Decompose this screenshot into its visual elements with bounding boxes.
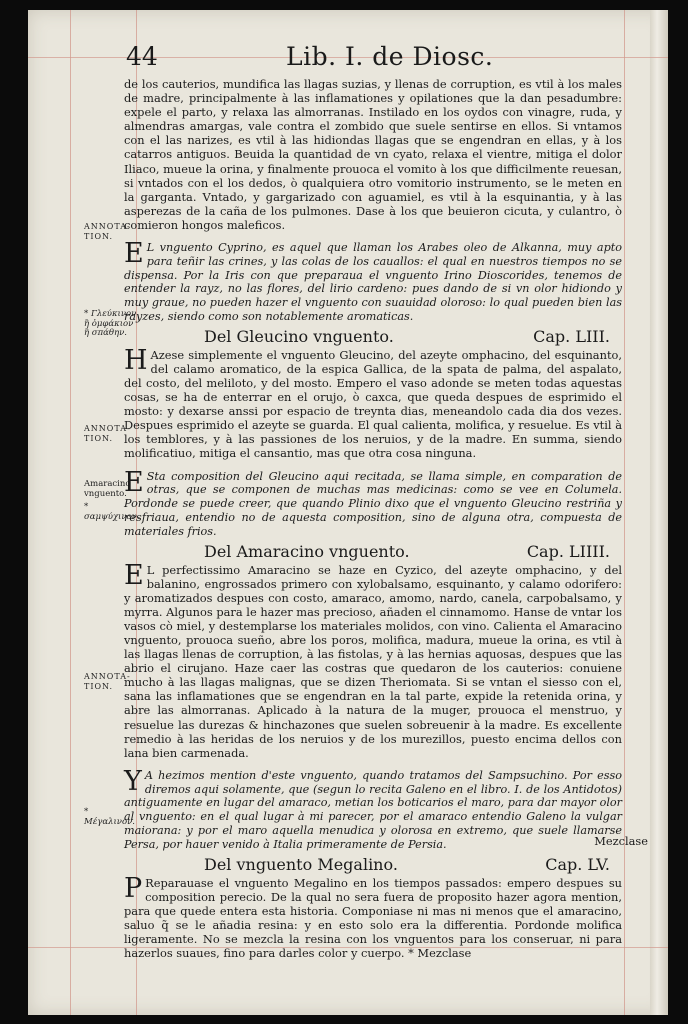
main-text	[124, 77, 622, 960]
page-number: 44	[126, 42, 158, 71]
chapter-title: Del Gleucino vnguento.	[204, 326, 394, 346]
paragraph: de los cauterios, mundifica las llagas suzias, y llenas de corruption, es vtil à los males de madre, principalmente à las inflamationes y opilationes que la dan pesadumbre: expele el parto, y relaxa las almorranas. Instilado en los oydos con vinagre, ruda, y almendras amargas, vale contra el zombido que suele sentirse en ellos. Si vntamos con el las narizes, es vtil à las hidiondas llagas que se engendran en ellas, y à los catarros antiguos. Beuida la quantidad de vn cyato, relaxa el vientre, mitiga el dolor Iliaco, mueue la orina, y finalmente prouoca el vomito à los que difficilmente reuesan, si vntados con el los dedos, ò qualquiera otro vomitorio instrumento, se le meten en la garganta. Vntado, y gargarizado con aguamiel, es vtil à la esquinantia, y à las asperezas de la caña de los pulmones. Dase à los que beuieron cicuta, y culantro, ò comieron hongos maleficos.	[124, 77, 622, 232]
chapter-heading	[204, 542, 610, 561]
page-header	[126, 42, 596, 76]
annotation-text: Sta composition del Gleucino aqui recitada, se llama simple, en comparation de otras, que se componen de muchas mas medicinas: como se vee en Columela. Pordonde se puede creer, que quando Plinio dixo que el vnguento Gleucino restriña y resfriaua, entendio no de aquesta composition, sino de alguna otra, compuesta de materiales frios.	[124, 469, 622, 538]
margin-note-annotation: ANNOTA-TION.	[84, 222, 131, 241]
paragraph-text: Reparauase el vnguento Megalino en los tiempos passados: empero despues su composition perecio. De la qual no sera fuera de proposito hazer agora mention, para que quede entera esta historia. Componiase ni mas ni menos que el amaracino, saluo q̃ se le añadia resina: y en esto solo era la differentia. Pordonde molifica ligeramente. No se mezcla la resina con los vnguentos para los conseruar, ni para hazerlos suaues, fino para darles color y cuerpo. * Mezclase	[124, 875, 622, 961]
paragraph	[124, 559, 622, 760]
paragraph-text: Azese simplemente el vnguento Gleucino, del azeyte omphacino, del esquinanto, del calamo aromatico, de la espica Gallica, de la spata de palma, del aspalato, del costo, del meliloto, y del mosto. Empero el vaso adonde se meten todas aquestas cosas, se ha de enterrar en el orujo, ò caxca, que queda despues de esprimido el mosto: y dexarse anssi por espacio de treynta dias, meneandolo cada dia dos vezes. Despues esprimido el azeyte se guarda. El qual calienta, molifica, y resuelue. Es vtil à los temblores, y à las passiones de los neruios, y de la madre. En summa, siendo molificatiuo, mitiga el cansantio, mas que otra cosa ninguna.	[124, 347, 622, 461]
margin-note-annotation: ANNOTA-TION.	[84, 672, 131, 691]
margin-note-annotation: ANNOTA-TION.	[84, 424, 131, 443]
annotation-paragraph	[124, 765, 622, 852]
drop-cap: E	[124, 238, 144, 270]
margin-note-amaracino: Amaracino vnguento.	[84, 479, 131, 499]
chapter-heading	[204, 855, 610, 874]
margin-note-greek: * Γλεύκινον ἢ ὀμφάκιον ἢ σπάθην.	[84, 309, 137, 338]
catchword: Mezclase	[594, 834, 648, 848]
chapter-title: Del Amaracino vnguento.	[204, 541, 410, 561]
annotation-paragraph	[124, 238, 622, 324]
paragraph	[124, 344, 622, 461]
page-gutter-fold	[650, 10, 668, 1015]
paragraph-text: L perfectissimo Amaracino se haze en Cyzico, del azeyte omphacino, y del balanino, engrossados primero con xylobalsamo, esquinanto, y calamo odorifero: y aromatizados despues con costo, amaraco, amomo, nardo, canela, carpobalsamo, y myrra. Algunos para le hazer mas precioso, añaden el cinnamomo. Hanse de vntar los vasos cò miel, y destemplarse los materiales molidos, con vino. Calienta el Amaracino vnguento, prouoca sueño, abre los poros, molifica, madura, mueue la orina, es vtil à las llagas llenas de corruption, à las fistolas, y à las hernias aquosas, despues que las abrio el cirujano. Haze caer las costras que quedaron de los cauterios: conuiene mucho à las llagas malignas, que se dizen Theriomata. Si se vntan el siesso con el, sana las inflamationes que se engendran en la tal parte, expide la retenida orina, y abre las almorranas. Aplicado à la natura de la muger, prouoca el menstruo, y resuelue las durezas & hinchazones que suelen sobreuenir à la madre. Es excellente remedio à las heridas de los neruios y de los murezillos, puesto encima dellos con lana bien carmenada.	[124, 562, 622, 760]
drop-cap: P	[124, 872, 143, 904]
chapter-number: Cap. LIIII.	[526, 541, 610, 561]
annotation-text: A hezimos mention d'este vnguento, quando tratamos del Sampsuchino. Por esso diremos aqui solamente, que (segun lo recita Galeno en el libro. I. de los Antidotos) antiguamente en lugar del amaraco, metian los boticarios el maro, para dar mayor olor al vnguento: en el qual lugar à mi parecer, por el amaraco entendio Galeno la vulgar maiorana: y por el maro aquella menudica y olorosa en extremo, que suele llamarse Persa, por hauer venido à Italia primeramente de Persia.	[124, 768, 622, 851]
drop-cap: Y	[124, 765, 142, 797]
chapter-number: Cap. LV.	[545, 854, 610, 874]
chapter-number: Cap. LIII.	[533, 326, 610, 346]
annotation-text: L vnguento Cyprino, es aquel que llaman los Arabes oleo de Alkanna, muy apto para teñir las crines, y las colas de los cauallos: el qual en nuestros tiempos no se dispensa. Por la Iris con que preparaua el vnguento Irino Dioscorides, tenemos de entender la rayz, no las flores, del lirio cardeno: pues dando de si vn olor hidiondo y muy graue, no pueden hazer el vnguento con suauidad oloroso: lo qual pueden bien las rayzes, siendo como son notablemente aromaticas.	[124, 241, 622, 324]
drop-cap: E	[124, 466, 144, 498]
annotation-paragraph	[124, 466, 622, 539]
margin-rule	[624, 10, 625, 1015]
drop-cap: E	[124, 559, 144, 591]
running-head: Lib. I. de Diosc.	[286, 42, 494, 71]
chapter-title: Del vnguento Megalino.	[204, 854, 398, 874]
margin-note-greek: * σαμψύχινον.	[84, 502, 140, 522]
margin-note-greek: * Μέγαλινον.	[84, 807, 135, 827]
margin-rule	[70, 10, 71, 1015]
chapter-heading	[204, 327, 610, 346]
drop-cap: H	[124, 344, 148, 376]
paragraph	[124, 872, 622, 961]
